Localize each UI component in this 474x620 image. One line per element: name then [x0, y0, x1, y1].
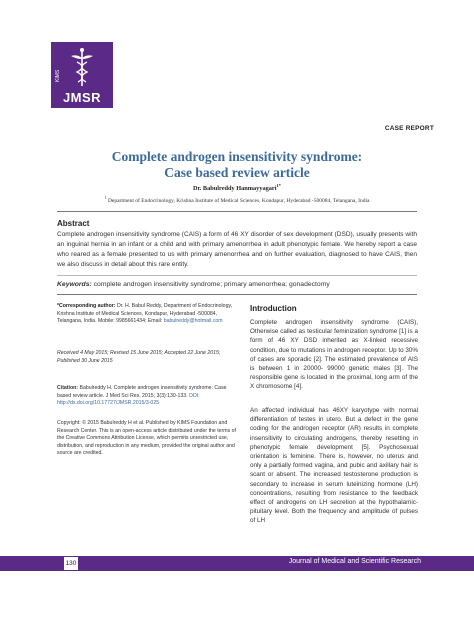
- introduction-paragraph-2: An affected individual has 46XY karyotype with normal differentiation of testes in utero. But a defect in the gene coding for the androgen receptor (AR) results in complete insensitivity to circulating androgens, thereby resetting in phenotypic female development [5]. Psychosexual orientation is feminine. There is, however, no uterus and only a partially formed vagina, and pubic and axillary hair is scant or absent. The increased testosterone production is secondary to increase in serum luteinizing hormone (LH) concentrations, resulting from resistance to the feedback effect of androgens on LH secretion at the hypothalamic-pituitary level. Both the frequency and amplitude of pulses of LH: [250, 407, 418, 525]
- copyright-notice: Copyright: © 2015 Babulreddy H et al. Published by KIMS Foundation and Research Center. This is an open-access article distributed under the terms of the Creative Commons Attribution License, which permits unrestricted use, distribution, and reproduction in any medium, provided the original author and source are credited.: [57, 420, 236, 457]
- corresponding-author: [57, 303, 237, 326]
- abstract-heading: Abstract: [57, 219, 90, 228]
- abstract-body: Complete androgen insensitivity syndrome (CAIS) a form of 46 XY disorder of sex development (DSD), usually presents with an inguinal hernia in an infant or a child and with primary amenorrhea in adult phenotypic female. We hereby report a case who reared as a female presented to us with primary amenorrhea and on further evaluation, diagnosed to have CAIS, then we also discuss in detail about this rare entity.: [57, 231, 417, 268]
- divider: [57, 275, 417, 276]
- keywords-text: complete androgen insensitivity syndrome; primary amenorrhea; gonadectomy: [91, 281, 330, 288]
- svg-text:KIMS: KIMS: [55, 69, 61, 82]
- introduction-paragraph-1: Complete androgen insensitivity syndrome (CAIS), Otherwise called as testicular feminization syndrome [1] is a form of 46 XY DSD inherited as X-linked recessive condition, due to mutations in androgen receptor. Up to 30% of cases are sporadic [2]. The estimated prevalence of AIS is between 1 in 20000- 99000 genetic males [3]. The responsible gene is located in the proximal, long arm of the X chromosome [4].: [250, 319, 418, 391]
- citation-text: Babulreddy H. Complete androgen insensitivity syndrome: Case based review article. J Med Sci Res. 2015; 3(3):130-133.: [57, 385, 227, 399]
- citation: [57, 385, 237, 408]
- affiliation: [0, 195, 474, 204]
- affiliation-text: Department of Endocrinology, Krishna Institute of Medical Sciences, Kondapur, Hyderabad -500084, Telangana, India: [107, 197, 370, 204]
- citation-label: Citation:: [57, 385, 79, 391]
- email-link[interactable]: babulreddy@hotmail.com: [163, 318, 223, 325]
- introduction-heading: Introduction: [250, 304, 297, 313]
- corresponding-author-label: *Corresponding author:: [57, 303, 116, 309]
- corresponding-author-text: Dr. H. Babul Reddy, Department of Endocrinology, Krishna Institute of Medical Sciences, Kondapur, Hyderabad -500084, Telangana, India. Mobile: 9985661434; Email:: [57, 303, 233, 325]
- journal-name: Journal of Medical and Scientific Research: [288, 558, 421, 565]
- logo-text: JMSR: [62, 90, 102, 105]
- author-line: [0, 183, 474, 192]
- article-title-line-1: Complete androgen insensitivity syndrome:: [111, 149, 363, 164]
- divider: [57, 211, 417, 212]
- keywords-label: Keywords:: [57, 281, 92, 288]
- article-type-label: CASE REPORT: [384, 125, 434, 132]
- doi-link[interactable]: http://dx.doi.org/10.17727/JMSR.2015/3-025: [57, 400, 160, 407]
- article-title-line-2: Case based review article: [164, 165, 310, 180]
- article-dates: Received 4 May 2015; Revised 15 June 2015; Accepted 22 June 2015; Published 30 June 2015: [57, 350, 221, 364]
- keywords-line: [57, 281, 417, 288]
- author-name: Dr. Babulreddy Hanmayyagari: [193, 185, 277, 193]
- doi-label: DOI:: [189, 392, 200, 399]
- affiliation-superscript: 1: [104, 195, 107, 200]
- author-superscript: 1*: [276, 183, 281, 188]
- divider: [57, 294, 417, 295]
- page-number: 130: [63, 556, 79, 571]
